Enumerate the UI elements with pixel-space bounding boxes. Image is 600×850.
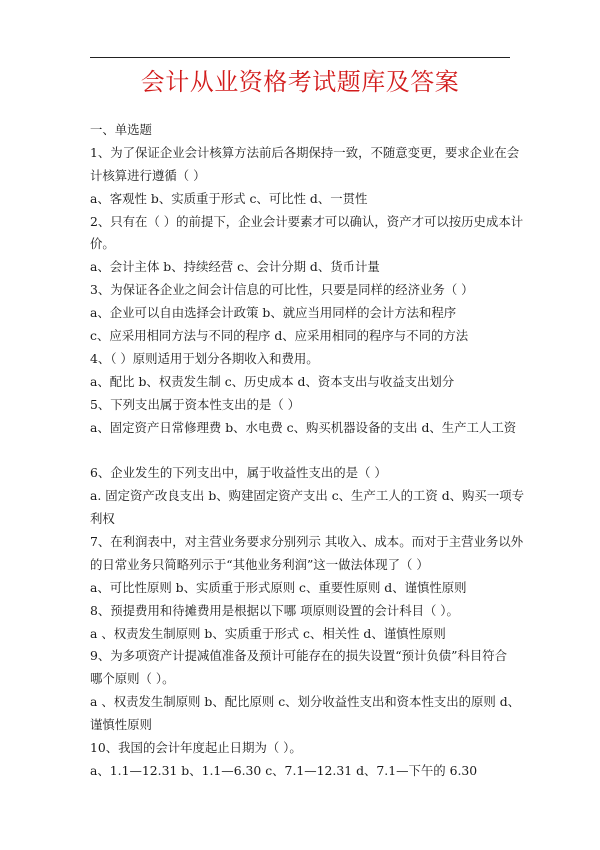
question-item (90, 600, 510, 646)
section-heading: 一、单选题 (90, 122, 152, 137)
question-stem-line: 10、我国的会计年度起止日期为（ ）。 (90, 740, 302, 756)
blank-line (90, 439, 510, 462)
question-stem-line: 5、下列支出属于资本性支出的是（ ） (90, 396, 301, 412)
question-stem-line: 8、预提费用和待摊费用是根据以下哪 项原则设置的会计科目（ ）。 (90, 602, 459, 618)
header-rule (90, 57, 510, 58)
question-item (90, 394, 517, 440)
question-list (90, 119, 524, 783)
question-stem-line: 7、在利润表中，对主营业务要求分别列示 其收入、成本。而对于主营业务以外 (90, 534, 524, 550)
question-stem-line: 2、只有在（ ）的前提下，企业会计要素才可以确认，资产才可以按历史成本计 (90, 213, 524, 229)
answer-options-line: c、应采用相同方法与不同的程序 d、应采用相同的程序与不同的方法 (90, 328, 469, 344)
answer-options-line: a、可比性原则 b、实质重于形式原则 c、重要性原则 d、谨慎性原则 (90, 579, 467, 595)
answer-options-line: a、客观性 b、实质重于形式 c、可比性 d、一贯性 (90, 190, 368, 206)
question-stem-line: 计核算进行遵循（ ） (90, 167, 206, 183)
question-item (90, 645, 521, 737)
answer-options-line: 利权 (90, 511, 115, 527)
question-item (90, 531, 524, 600)
page-title: 会计从业资格考试题库及答案 (140, 68, 460, 96)
question-stem-line: 9、为多项资产计提减值准备及预计可能存在的损失设置“预计负债”科目符合 (90, 648, 508, 664)
answer-options-line: a、企业可以自由选择会计政策 b、就应当用同样的会计方法和程序 (90, 305, 457, 321)
question-stem-line: 4、（ ）原则适用于划分各期收入和费用。 (90, 350, 319, 366)
question-item (90, 462, 524, 531)
answer-options-line: a 、权责发生制原则 b、实质重于形式 c、相关性 d、谨慎性原则 (90, 625, 446, 641)
question-item (90, 737, 510, 783)
answer-options-line: a、1.1—12.31 b、1.1—6.30 c、7.1—12.31 d、7.1—下午的 6.30 (90, 762, 478, 778)
answer-options-line: a 、权责发生制原则 b、配比原则 c、划分收益性支出和资本性支出的原则 d、 (90, 694, 521, 710)
question-stem-line: 哪个原则（ ）。 (90, 671, 175, 687)
question-stem-line: 价。 (90, 236, 115, 252)
answer-options-line: a、会计主体 b、持续经营 c、会计分期 d、货币计量 (90, 259, 380, 275)
answer-options-line: a、配比 b、权责发生制 c、历史成本 d、资本支出与收益支出划分 (90, 373, 455, 389)
answer-options-line: a、固定资产日常修理费 b、水电费 c、购买机器设备的支出 d、生产工人工资 (90, 419, 517, 435)
questions-container (90, 142, 524, 783)
question-stem-line: 3、为保证各企业之间会计信息的可比性，只要是同样的经济业务（ ） (90, 282, 474, 298)
question-item (90, 142, 520, 211)
question-item (90, 211, 524, 280)
question-item (90, 279, 510, 348)
question-stem-line: 1、为了保证企业会计核算方法前后各期保持一致，不随意变更，要求企业在会 (90, 144, 520, 160)
question-stem-line: 6、企业发生的下列支出中，属于收益性支出的是（ ） (90, 465, 387, 481)
question-item (90, 348, 510, 394)
answer-options-line: 谨慎性原则 (90, 717, 152, 733)
question-stem-line: 的日常业务只简略列示于“其他业务利润”这一做法体现了（ ） (90, 556, 429, 572)
answer-options-line: a. 固定资产改良支出 b、购建固定资产支出 c、生产工人的工资 d、购买一项专 (90, 488, 524, 504)
